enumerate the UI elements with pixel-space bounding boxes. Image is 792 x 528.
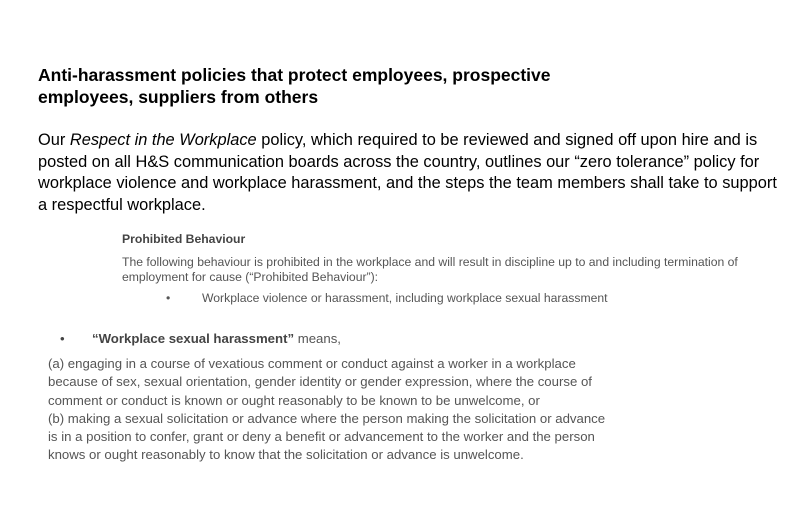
prohibited-behaviour-paragraph: The following behaviour is prohibited in the workplace and will result in discipline up to and including termination of employment for cause (“Prohibited Behaviour”):	[122, 255, 738, 284]
definition-term-line	[92, 330, 341, 348]
definition-term: “Workplace sexual harassment”	[92, 331, 295, 346]
section-heading-line-1: Anti-harassment policies that protect employees, prospective	[38, 65, 551, 85]
sexual-harassment-definition-excerpt	[46, 330, 666, 465]
definition-line: is in a position to confer, grant or deny a benefit or advancement to the worker and the person	[48, 429, 595, 445]
prohibited-behaviour-excerpt	[122, 232, 742, 305]
definition-list-item	[46, 330, 666, 348]
section-heading	[38, 64, 638, 108]
definition-term-suffix: means,	[294, 331, 341, 346]
policy-name: Respect in the Workplace	[69, 131, 257, 149]
prohibited-behaviour-item-text: Workplace violence or harassment, including workplace sexual harassment	[202, 291, 608, 305]
definition-line: knows or ought reasonably to know that the solicitation or advance is unwelcome.	[48, 447, 524, 463]
intro-paragraph	[38, 130, 778, 216]
bullet-icon: •	[166, 291, 171, 305]
definition-body	[48, 355, 666, 465]
definition-line: (b) making a sexual solicitation or advance where the person making the solicitation or advance	[48, 410, 606, 426]
definition-line: (a) engaging in a course of vexatious comment or conduct against a worker in a workplace	[48, 356, 576, 371]
section-heading-line-2: employees, suppliers from others	[38, 87, 319, 107]
intro-rest: policy, which required to be reviewed and signed off upon hire and is posted on all H&S communication boards across the country, outlines our “zero tolerance” policy for workplace violence and workplace harassment, and the steps the team members shall take to support a respectful workplace.	[38, 131, 777, 214]
prohibited-behaviour-heading: Prohibited Behaviour	[122, 232, 246, 246]
intro-prefix: Our	[38, 131, 70, 149]
definition-line: comment or conduct is known or ought reasonably to be known to be unwelcome, or	[48, 392, 540, 408]
bullet-icon: •	[60, 331, 65, 346]
definition-line: because of sex, sexual orientation, gender identity or gender expression, where the course of	[48, 374, 592, 390]
